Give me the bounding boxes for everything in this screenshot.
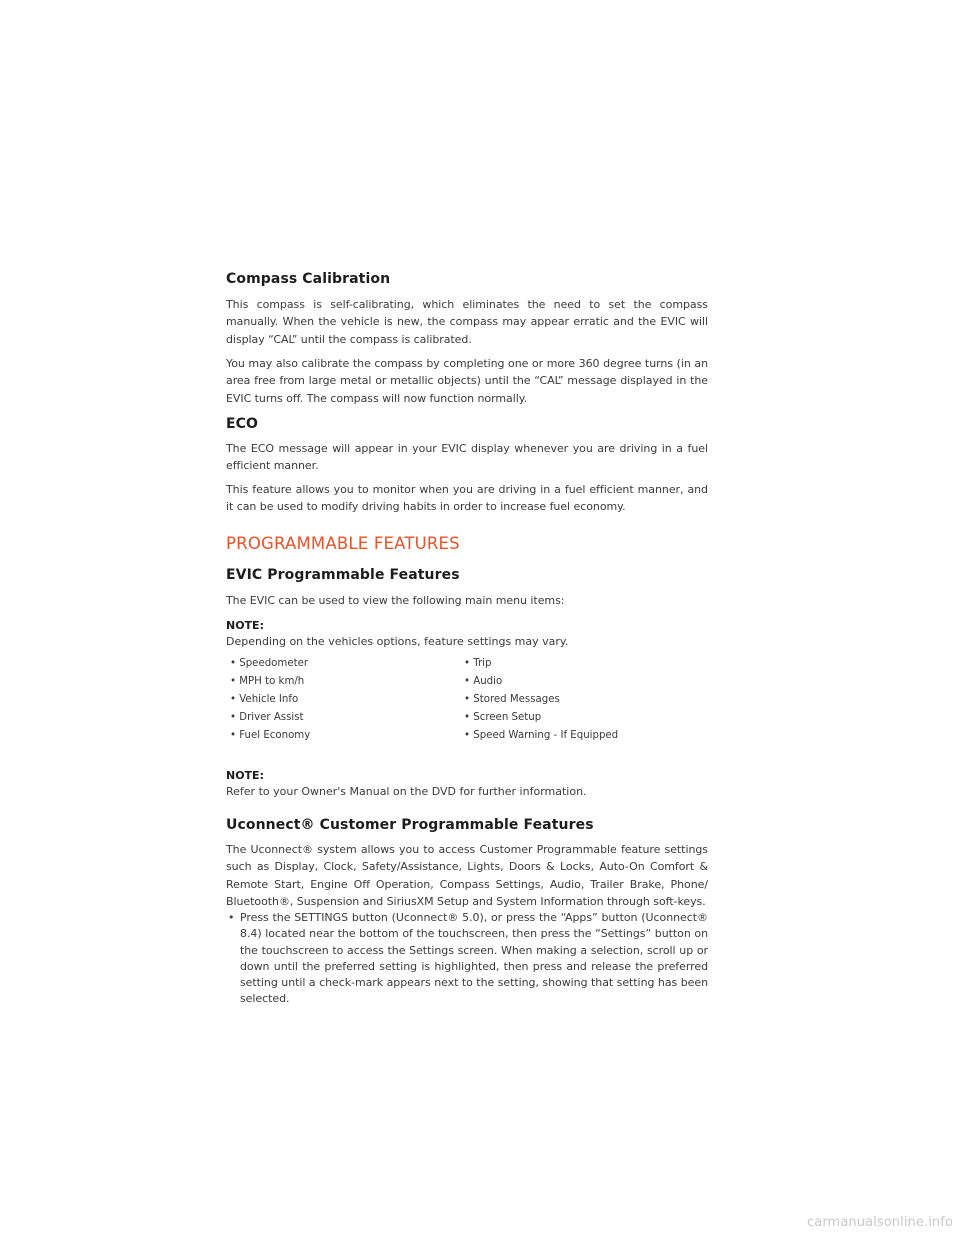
watermark: carmanualsonline.info xyxy=(807,1215,953,1230)
programmable-features-heading: PROGRAMMABLE FEATURES xyxy=(226,534,460,553)
menu-item: • Stored Messages xyxy=(464,694,560,705)
eco-heading: ECO xyxy=(226,416,259,432)
uconnect-paragraph: The Uconnect® system allows you to access Customer Programmable feature settings such as Display, Clock, Safety/Assistance, Lights, Doors & Locks, Auto-On Comfort & Remote Start, Engine Off Operation, Compass Settings, Audio, Trailer Brake, Phone/ Bluetooth®, Suspension and SiriusXM Setup and System Information through soft-keys. xyxy=(226,843,708,908)
menu-item: • Audio xyxy=(464,676,503,687)
menu-item: • Speed Warning - If Equipped xyxy=(464,730,619,741)
uconnect-bullet xyxy=(226,910,708,1008)
menu-item: • Trip xyxy=(464,658,492,669)
bullet-icon: • xyxy=(228,911,235,924)
list-item xyxy=(226,694,708,712)
compass-calibration-heading: Compass Calibration xyxy=(226,271,391,287)
note-text: Refer to your Owner's Manual on the DVD for further information. xyxy=(226,785,587,798)
note-text: Depending on the vehicles options, feature settings may vary. xyxy=(226,635,569,648)
menu-item: • Speedometer xyxy=(230,658,309,669)
evic-menu-list xyxy=(226,658,708,748)
list-item xyxy=(226,676,708,694)
menu-item: • Fuel Economy xyxy=(230,730,311,741)
note-block-1 xyxy=(226,618,708,650)
list-item xyxy=(226,730,708,748)
evic-intro: The EVIC can be used to view the following main menu items: xyxy=(226,594,565,607)
note-block-2 xyxy=(226,768,708,800)
compass-paragraph-1: This compass is self-calibrating, which eliminates the need to set the compass manually. When the vehicle is new, the compass may appear erratic and the EVIC will display “CAL” until the compass is calibrated. xyxy=(226,298,708,346)
uconnect-bullet-text: Press the SETTINGS button (Uconnect® 5.0), or press the “Apps” button (Uconnect® 8.4) located near the bottom of the touchscreen, then press the “Settings” button on the touchscreen to access the Settings screen. When making a selection, scroll up or down until the preferred setting is highlighted, then press and release the preferred setting until a check-mark appears next to the setting, showing that setting has been selected. xyxy=(240,911,708,1006)
uconnect-heading: Uconnect® Customer Programmable Features xyxy=(226,817,594,833)
list-item xyxy=(226,658,708,676)
menu-item: • Driver Assist xyxy=(230,712,304,723)
note-label: NOTE: xyxy=(226,769,264,782)
note-label: NOTE: xyxy=(226,619,264,632)
compass-paragraph-2: You may also calibrate the compass by completing one or more 360 degree turns (in an area free from large metal or metallic objects) until the “CAL” message displayed in the EVIC turns off. The compass will now function normally. xyxy=(226,357,708,405)
evic-programmable-heading: EVIC Programmable Features xyxy=(226,567,460,583)
menu-item: • Vehicle Info xyxy=(230,694,299,705)
menu-item: • MPH to km/h xyxy=(230,676,305,687)
list-item xyxy=(226,712,708,730)
eco-paragraph-1: The ECO message will appear in your EVIC display whenever you are driving in a fuel efficient manner. xyxy=(226,442,708,473)
menu-item: • Screen Setup xyxy=(464,712,542,723)
eco-paragraph-2: This feature allows you to monitor when you are driving in a fuel efficient manner, and it can be used to modify driving habits in order to increase fuel economy. xyxy=(226,483,708,514)
